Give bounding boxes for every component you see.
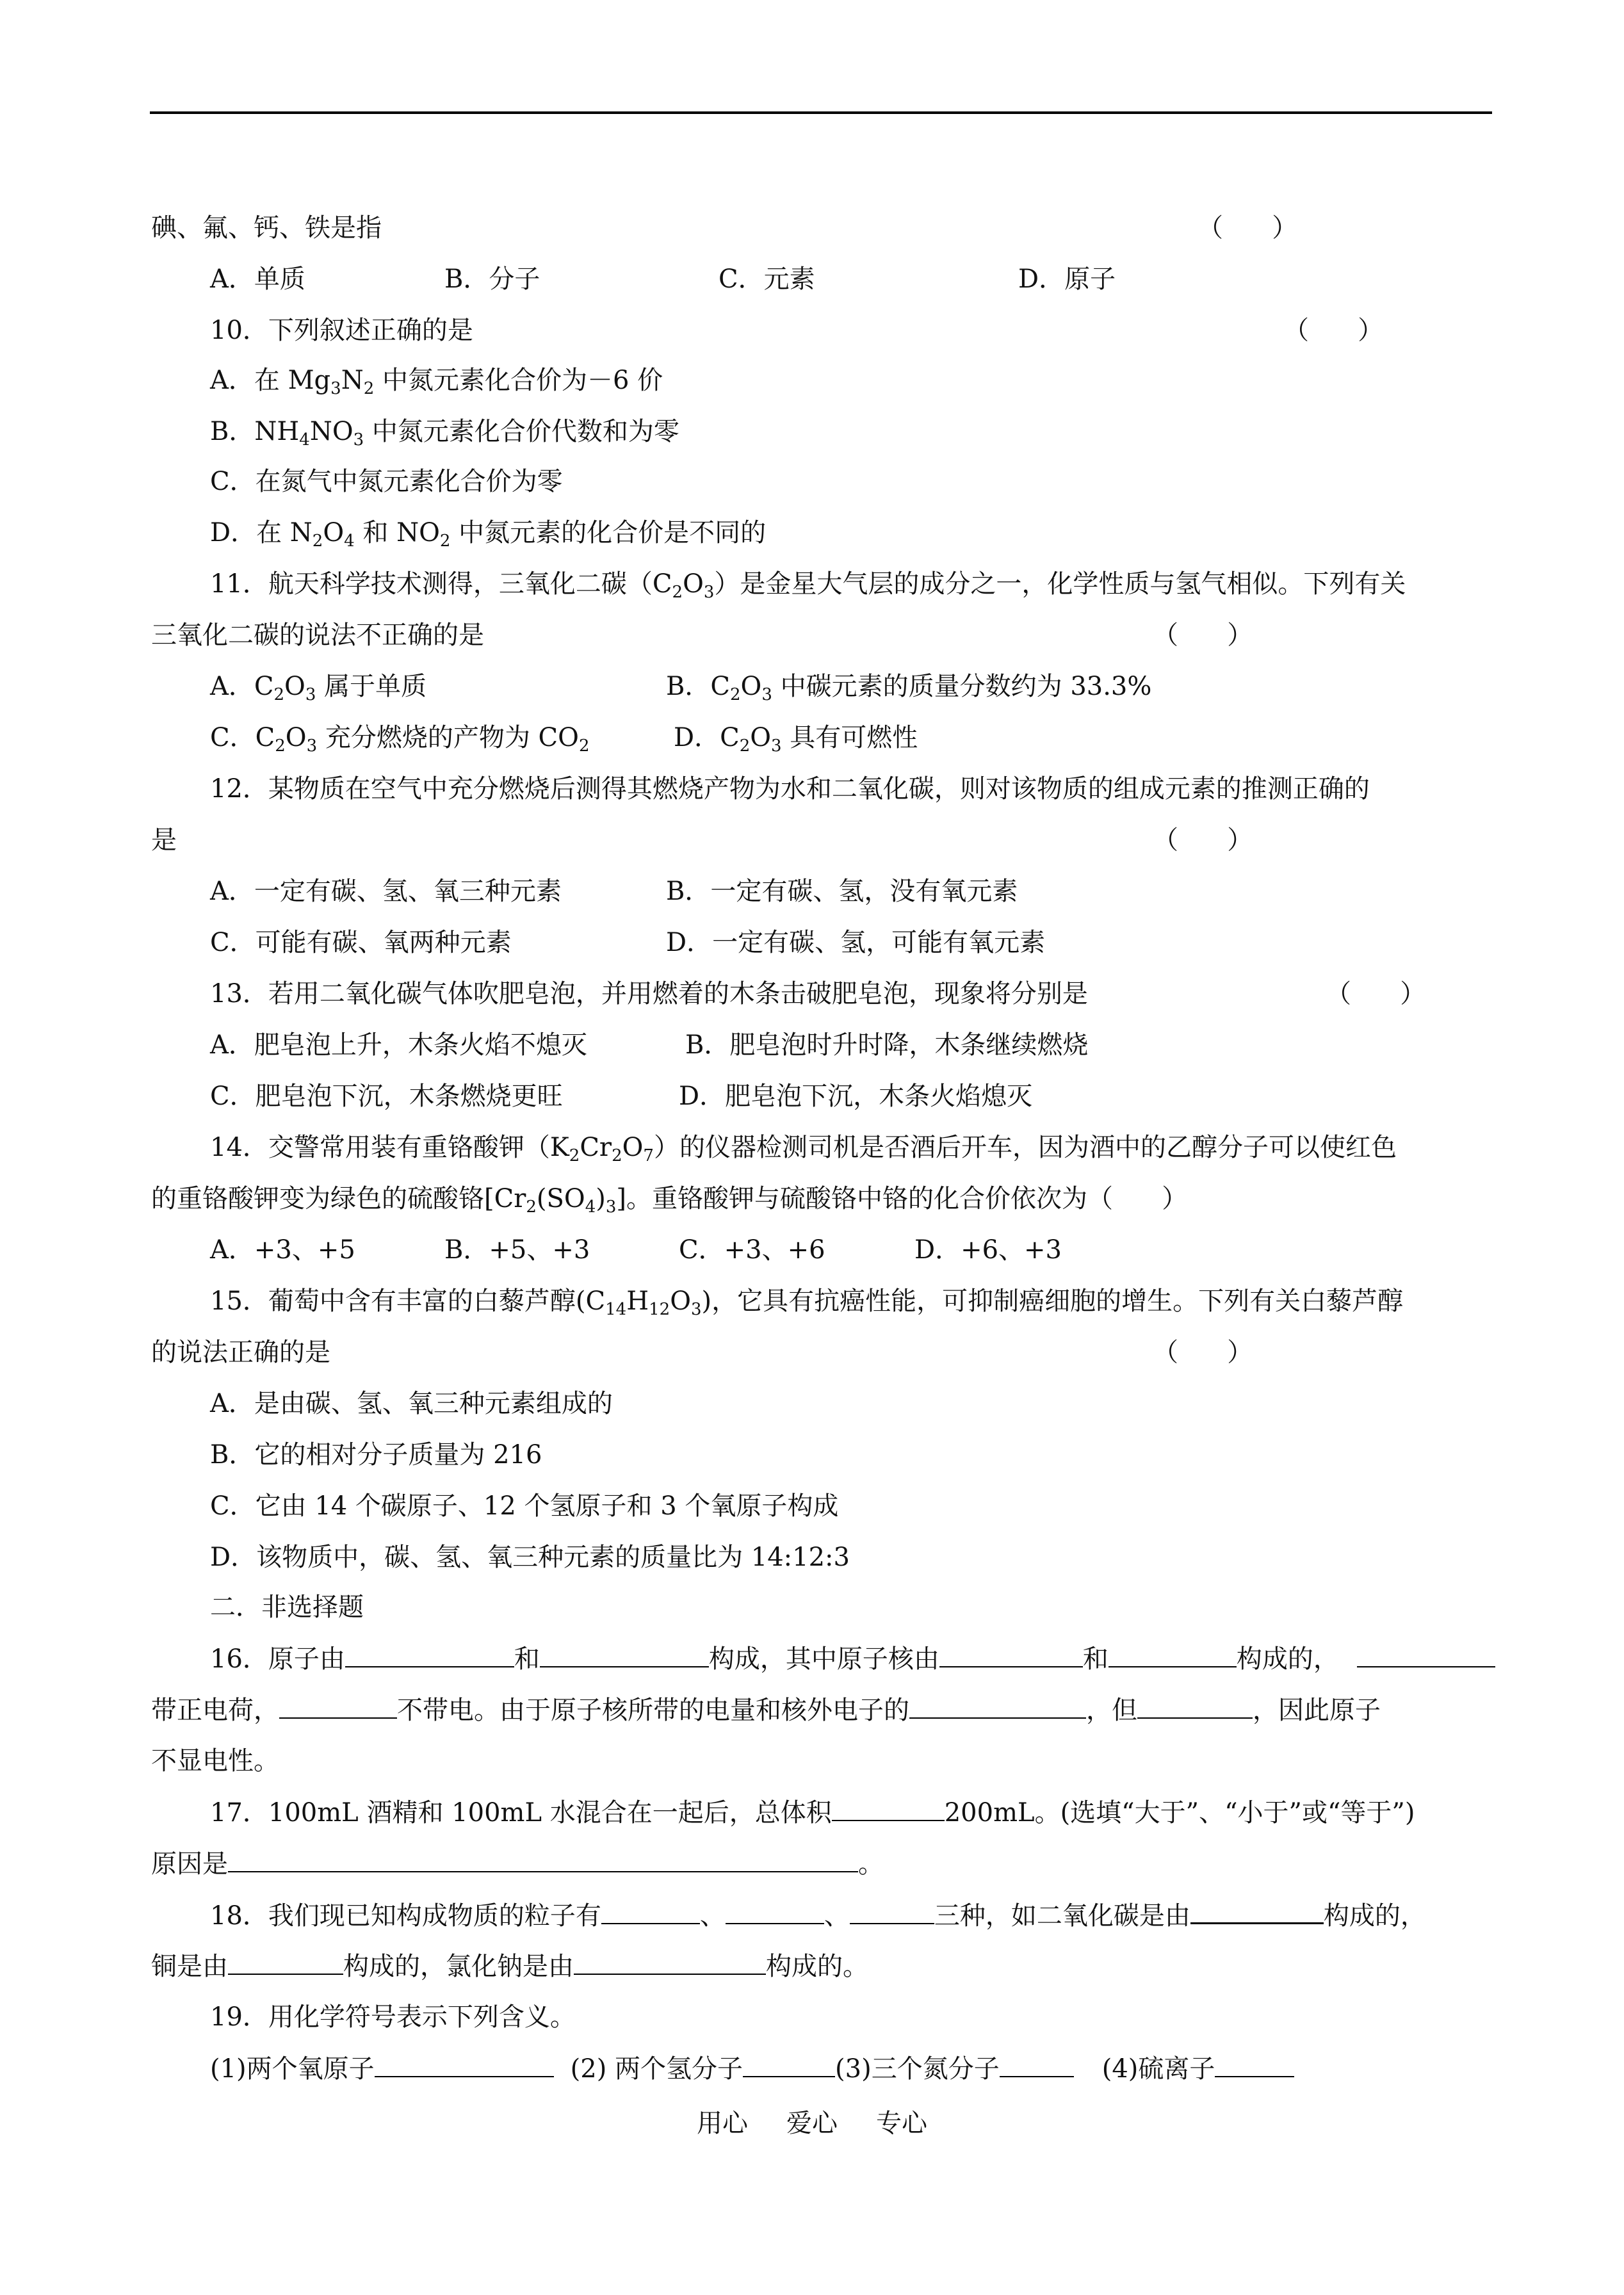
- q15-option-c: C．它由 14 个碳原子、12 个氢原子和 3 个氧原子构成: [210, 1491, 839, 1521]
- q15-option-b: B．它的相对分子质量为 216: [210, 1440, 542, 1470]
- q12-option-d: D．一定有碳、氢，可能有氧元素: [666, 928, 1046, 957]
- q15-answer-paren: （ ）: [1153, 1338, 1253, 1367]
- q13-option-c: C．肥皂泡下沉，木条燃烧更旺: [210, 1082, 563, 1111]
- q9-option-d: D．原子: [1018, 264, 1116, 294]
- q9-option-a: A．单质: [210, 264, 305, 294]
- q11-stem-line2: 三氧化二碳的说法不正确的是: [151, 620, 484, 650]
- q16-blank-8[interactable]: [1137, 1692, 1253, 1719]
- q18-blank-6[interactable]: [574, 1948, 766, 1975]
- q13-stem: 13．若用二氧化碳气体吹肥皂泡，并用燃着的木条击破肥皂泡，现象将分别是: [210, 979, 1088, 1009]
- page-footer: [0, 2105, 1624, 2141]
- q15-option-a: A．是由碳、氢、氧三种元素组成的: [210, 1389, 613, 1418]
- q14-option-d: D．+6、+3: [914, 1235, 1062, 1265]
- q17-line2: 原因是 。: [151, 1845, 884, 1881]
- section-heading: 二．非选择题: [210, 1593, 364, 1622]
- q12-answer-paren: （ ）: [1153, 825, 1253, 855]
- q10-option-b: B．$NH_4NO_3$ 中氮元素化合价代数和为零: [210, 417, 679, 450]
- q16-blank-5[interactable]: [1357, 1641, 1495, 1667]
- q19-blank-1[interactable]: [375, 2050, 554, 2077]
- q18-blank-4[interactable]: [1190, 1897, 1324, 1924]
- q12-stem-line2: 是: [151, 825, 177, 855]
- q19-blank-4[interactable]: [1215, 2050, 1294, 2077]
- q16-blank-4[interactable]: [1108, 1641, 1237, 1667]
- q10-answer-paren: （ ）: [1283, 316, 1384, 345]
- q18-blank-3[interactable]: [850, 1897, 934, 1924]
- q13-answer-paren: （ ）: [1326, 979, 1426, 1009]
- q15-stem-line1: 15．葡萄中含有丰富的白藜芦醇$(C_{14}H_{12}O_3)$，它具有抗癌性能，可抑制癌细胞的增生。下列有关白藜芦醇: [210, 1286, 1404, 1319]
- footer-word-1: 用心: [697, 2109, 748, 2138]
- q11-option-a: A．$C_2O_3$ 属于单质: [210, 672, 427, 704]
- q14-stem-line2: 的重铬酸钾变为绿色的硫酸铬$[Cr_2(SO_4)_3]$。重铬酸钾与硫酸铬中铬的化合价依次为（ ）: [151, 1184, 1188, 1217]
- footer-word-3: 专心: [876, 2109, 927, 2138]
- q12-option-b: B．一定有碳、氢，没有氧元素: [666, 877, 1018, 906]
- q10-option-c: C．在氮气中氮元素化合价为零: [210, 467, 563, 496]
- q12-option-c: C．可能有碳、氧两种元素: [210, 928, 512, 957]
- q9-answer-paren: （ ）: [1198, 213, 1298, 243]
- q17-blank-1[interactable]: [832, 1794, 945, 1821]
- q18-line1: 18．我们现已知构成物质的粒子有 、 、 三种，如二氧化碳是由 构成的，: [210, 1897, 1426, 1933]
- q16-blank-7[interactable]: [909, 1692, 1086, 1719]
- q16-blank-3[interactable]: [939, 1641, 1083, 1667]
- q17-line1: 17．100mL 酒精和 100mL 水混合在一起后，总体积 200mL。(选填“大于”、“小于”或“等于”): [210, 1794, 1415, 1830]
- q16-line3: 不显电性。: [151, 1746, 279, 1776]
- q18-blank-5[interactable]: [228, 1948, 343, 1975]
- q18-line2: 铜是由 构成的，氯化钠是由 构成的。: [151, 1948, 868, 1984]
- q15-stem-line2: 的说法正确的是: [151, 1338, 330, 1367]
- q19-blank-3[interactable]: [1000, 2050, 1074, 2077]
- q13-option-d: D．肥皂泡下沉，木条火焰熄灭: [679, 1082, 1033, 1111]
- q12-stem-line1: 12．某物质在空气中充分燃烧后测得其燃烧产物为水和二氧化碳，则对该物质的组成元素的推测正确的: [210, 774, 1370, 804]
- q14-option-a: A．+3、+5: [210, 1235, 355, 1265]
- q19-blank-2[interactable]: [743, 2050, 835, 2077]
- q9-option-b: B．分子: [444, 264, 540, 294]
- header-rule: [150, 111, 1492, 114]
- footer-word-2: 爱心: [786, 2109, 838, 2138]
- q16-blank-2[interactable]: [540, 1641, 709, 1667]
- q16-blank-1[interactable]: [345, 1641, 514, 1667]
- q15-option-d: D．该物质中，碳、氢、氧三种元素的质量比为 14:12:3: [210, 1543, 850, 1572]
- q16-blank-6[interactable]: [279, 1692, 397, 1719]
- q14-option-c: C．+3、+6: [679, 1235, 825, 1265]
- q16-line2: 带正电荷， 不带电。由于原子核所带的电量和核外电子的 ，但 ，因此原子: [151, 1692, 1381, 1728]
- q13-option-a: A．肥皂泡上升，木条火焰不熄灭: [210, 1030, 587, 1060]
- q9-stem: 碘、氟、钙、铁是指: [151, 213, 382, 243]
- q19-items: (1)两个氧原子 (2) 两个氢分子 (3)三个氮分子 (4)硫离子: [210, 2050, 1294, 2086]
- q19-stem: 19．用化学符号表示下列含义。: [210, 2002, 576, 2032]
- q11-option-b: B．$C_2O_3$ 中碳元素的质量分数约为 33.3%: [666, 672, 1152, 704]
- q10-stem: 10．下列叙述正确的是: [210, 316, 473, 345]
- q11-answer-paren: （ ）: [1153, 620, 1253, 650]
- q14-option-b: B．+5、+3: [444, 1235, 590, 1265]
- q9-option-c: C．元素: [719, 264, 815, 294]
- q11-stem-line1: 11．航天科学技术测得，三氧化二碳$(C_2O_3)$是金星大气层的成分之一，化学性质与氢气相似。下列有关: [210, 569, 1406, 602]
- q17-blank-2[interactable]: [228, 1845, 858, 1872]
- q12-option-a: A．一定有碳、氢、氧三种元素: [210, 877, 562, 906]
- q10-option-d: D．在 $N_2O_4$ 和 $NO_2$ 中氮元素的化合价是不同的: [210, 518, 767, 551]
- q11-option-d: D．$C_2O_3$ 具有可燃性: [674, 723, 918, 756]
- q10-option-a: A．在 $Mg_3N_2$ 中氮元素化合价为－6 价: [210, 366, 663, 398]
- q11-option-c: C．$C_2O_3$ 充分燃烧的产物为 $CO_2$: [210, 723, 590, 756]
- q16-line1: 16．原子由 和 构成，其中原子核由 和 构成的，: [210, 1641, 1495, 1676]
- q18-blank-2[interactable]: [726, 1897, 824, 1924]
- q14-stem-line1: 14．交警常用装有重铬酸钾$(K_2Cr_2O_7)$的仪器检测司机是否酒后开车，因为酒中的乙醇分子可以使红色: [210, 1133, 1397, 1165]
- q18-blank-1[interactable]: [601, 1897, 700, 1924]
- q13-option-b: B．肥皂泡时升时降，木条继续燃烧: [685, 1030, 1089, 1060]
